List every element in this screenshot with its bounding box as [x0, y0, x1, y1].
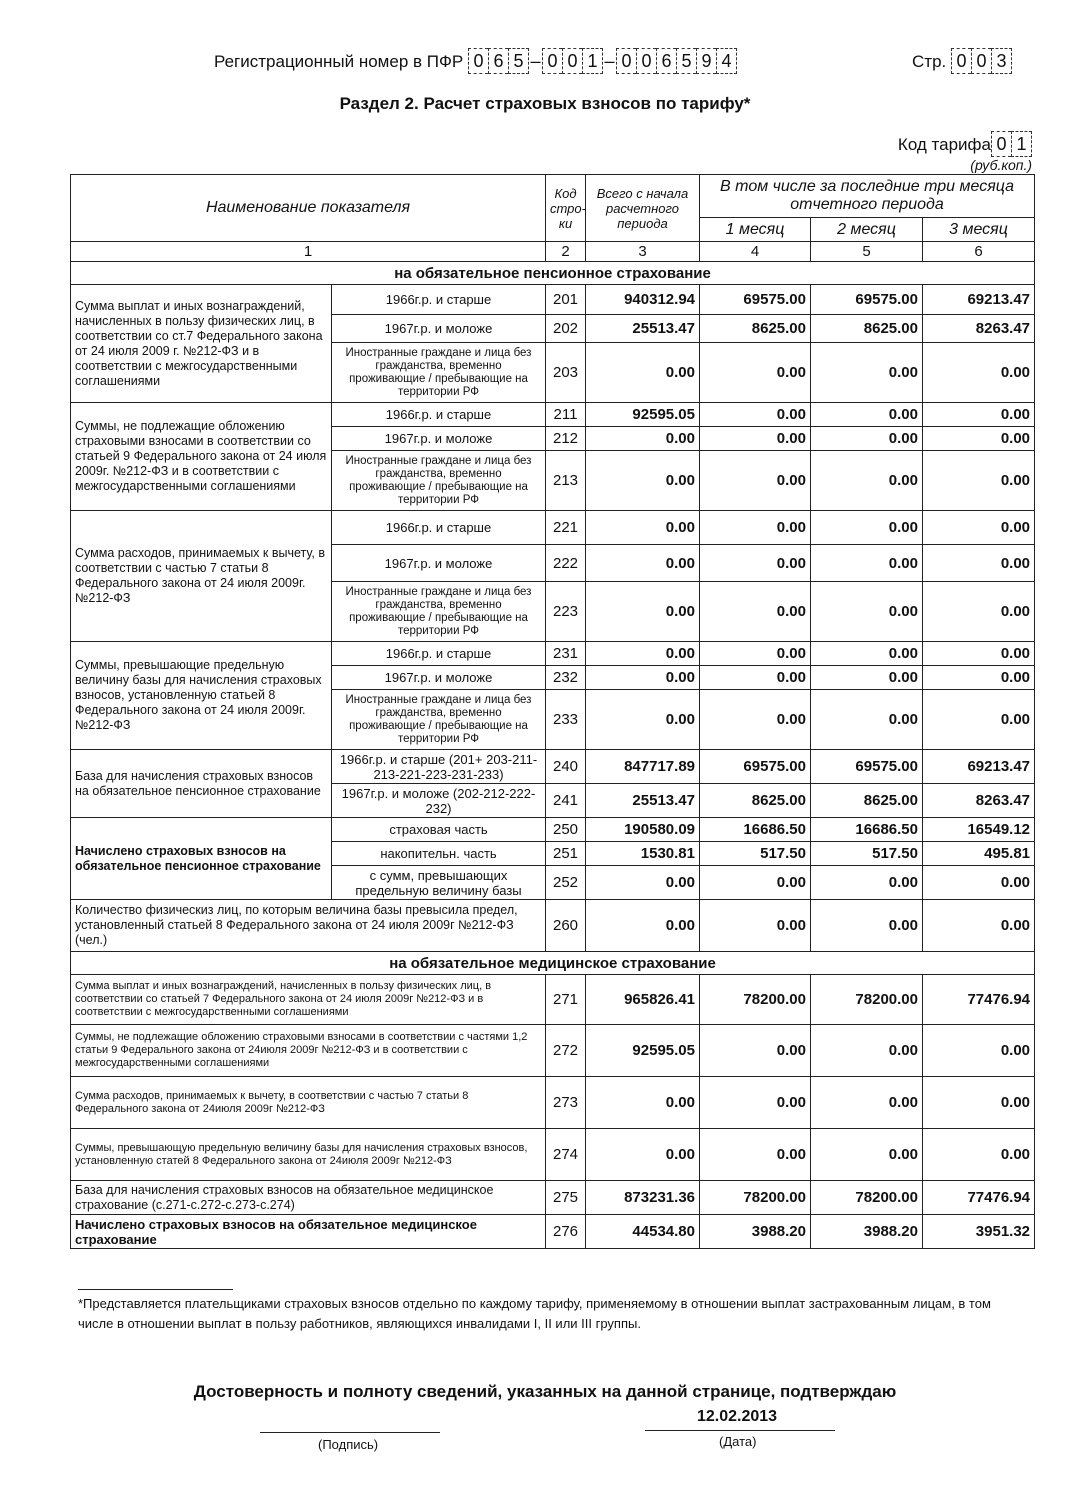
reg-number-boxes — [468, 48, 529, 74]
row-name: Сумма расходов, принимаемых к вычету, в соответствии с частью 7 статьи 8 Федерального закона от 24июля 2009г №212-ФЗ — [71, 1077, 546, 1129]
row-name: Суммы, не подлежащие обложению страховыми взносами в соответствии с частями 1,2 статьи 9 Федерального закона от 24июля 2009г №212-ФЗ и в соответствии с межгосударственными соглашениями — [71, 1025, 546, 1077]
col-header-month1: 1 месяц — [700, 218, 811, 242]
row-group-name: Сумма расходов, принимаемых к вычету, в соответствии с частью 7 статьи 8 Федерального закона от 24 июля 2009г. №212-ФЗ — [71, 511, 332, 642]
table-row — [71, 975, 1035, 1025]
row-code: 203 — [546, 343, 586, 403]
value-month1: 78200.00 — [700, 975, 811, 1025]
row-subcategory: накопительн. часть — [332, 842, 546, 866]
row-code: 222 — [546, 545, 586, 582]
footnote: *Представляется плательщиками страховых взносов отдельно по каждому тарифу, применяемому в отношении выплат застрахованным лицам, в том числе в отношении выплат в пользу работников, являющихся инвалидами I, II или III группы. — [78, 1296, 991, 1331]
value-month2: 0.00 — [811, 642, 923, 666]
row-code: 260 — [546, 900, 586, 952]
footnote-divider — [78, 1289, 233, 1290]
value-month2: 0.00 — [811, 511, 923, 545]
value-month3: 0.00 — [923, 642, 1035, 666]
reg-label: Регистрационный номер в ПФР — [214, 52, 464, 71]
value-month3: 77476.94 — [923, 1181, 1035, 1215]
reg-digit: 0 — [542, 48, 562, 74]
row-code: 213 — [546, 451, 586, 511]
value-month3: 0.00 — [923, 690, 1035, 750]
row-code: 232 — [546, 666, 586, 690]
row-group-name: Сумма выплат и иных вознаграждений, начисленных в пользу физических лиц, в соответствии со ст.7 Федерального закона от 24 июля 2009 г. №212-ФЗ и в соответствии с межгосударственными соглашениями — [71, 285, 332, 403]
value-month1: 0.00 — [700, 666, 811, 690]
reg-digit: 0 — [636, 48, 656, 74]
value-total: 847717.89 — [586, 750, 700, 784]
row-name: Сумма выплат и иных вознаграждений, начисленных в пользу физических лиц, в соответствии со статьей 7 Федерального закона от 24 июля 2009г №212-ФЗ и в соответствии с межгосударственными соглашениями — [71, 975, 546, 1025]
section-heading-medical: на обязательное медицинское страхование — [71, 952, 1035, 975]
value-month3: 0.00 — [923, 451, 1035, 511]
row-code: 211 — [546, 403, 586, 427]
value-month3: 16549.12 — [923, 818, 1035, 842]
value-month2: 0.00 — [811, 1077, 923, 1129]
page-digit: 0 — [971, 48, 991, 74]
reg-digit: 6 — [488, 48, 508, 74]
value-month3: 495.81 — [923, 842, 1035, 866]
value-month2: 16686.50 — [811, 818, 923, 842]
reg-digit: 5 — [676, 48, 696, 74]
value-total: 92595.05 — [586, 403, 700, 427]
row-subcategory: страховая часть — [332, 818, 546, 842]
value-month3: 0.00 — [923, 666, 1035, 690]
section-heading-pension: на обязательное пенсионное страхование — [71, 262, 1035, 285]
value-month3: 69213.47 — [923, 285, 1035, 315]
row-code: 273 — [546, 1077, 586, 1129]
value-total: 0.00 — [586, 545, 700, 582]
value-month2: 0.00 — [811, 666, 923, 690]
value-month2: 0.00 — [811, 690, 923, 750]
table-row — [71, 1181, 1035, 1215]
value-total: 92595.05 — [586, 1025, 700, 1077]
table-row — [71, 285, 1035, 315]
row-subcategory: 1966г.р. и старше — [332, 642, 546, 666]
reg-digit: 0 — [562, 48, 582, 74]
date-caption: (Дата) — [719, 1434, 757, 1449]
row-group-name: База для начисления страховых взносов на обязательное пенсионное страхование — [71, 750, 332, 818]
value-month1: 0.00 — [700, 427, 811, 451]
value-month3: 0.00 — [923, 343, 1035, 403]
value-month3: 0.00 — [923, 427, 1035, 451]
value-total: 0.00 — [586, 451, 700, 511]
row-group-name: Начислено страховых взносов на обязательное пенсионное страхование — [71, 818, 332, 900]
reg-digit: 0 — [468, 48, 488, 74]
row-name: Суммы, превышающую предельную величину базы для начисления страховых взносов, установленную статей 8 Федерального закона от 24июля 2009г №212-ФЗ — [71, 1129, 546, 1181]
value-month1: 78200.00 — [700, 1181, 811, 1215]
row-subcategory: 1966г.р. и старше — [332, 511, 546, 545]
value-month1: 517.50 — [700, 842, 811, 866]
value-total: 0.00 — [586, 900, 700, 952]
value-total: 44534.80 — [586, 1215, 700, 1249]
row-code: 240 — [546, 750, 586, 784]
value-month2: 78200.00 — [811, 975, 923, 1025]
row-group-name: Суммы, не подлежащие обложению страховыми взносами в соответствии со статьей 9 Федерального закона от 24 июля 2009г. №212-ФЗ и в соответствии с межгосударственными соглашениями — [71, 403, 332, 511]
value-month2: 8625.00 — [811, 315, 923, 343]
value-month3: 0.00 — [923, 582, 1035, 642]
value-month2: 0.00 — [811, 582, 923, 642]
value-month3: 0.00 — [923, 403, 1035, 427]
row-code: 231 — [546, 642, 586, 666]
row-subcategory: 1967г.р. и моложе (202-212-222-232) — [332, 784, 546, 818]
value-month1: 0.00 — [700, 1025, 811, 1077]
page-digit: 0 — [951, 48, 971, 74]
tariff-boxes — [991, 131, 1032, 157]
table-row — [71, 1215, 1035, 1249]
value-month3: 8263.47 — [923, 784, 1035, 818]
value-month2: 69575.00 — [811, 750, 923, 784]
date-line — [645, 1430, 835, 1431]
confirmation-date: 12.02.2013 — [697, 1408, 778, 1425]
value-month2: 0.00 — [811, 1025, 923, 1077]
table-row — [71, 403, 1035, 427]
reg-digit: 0 — [616, 48, 636, 74]
tariff-label: Код тарифа — [897, 135, 991, 154]
row-subcategory: 1967г.р. и моложе — [332, 545, 546, 582]
value-month1: 69575.00 — [700, 750, 811, 784]
reg-dash: – — [530, 51, 541, 71]
table-row — [71, 900, 1035, 952]
value-month3: 8263.47 — [923, 315, 1035, 343]
value-total: 873231.36 — [586, 1181, 700, 1215]
value-month2: 0.00 — [811, 900, 923, 952]
row-code: 271 — [546, 975, 586, 1025]
row-subcategory: 1967г.р. и моложе — [332, 666, 546, 690]
value-total: 25513.47 — [586, 315, 700, 343]
value-month1: 0.00 — [700, 642, 811, 666]
value-month2: 69575.00 — [811, 285, 923, 315]
page-title: Раздел 2. Расчет страховых взносов по тарифу* — [339, 94, 751, 113]
currency-unit: (руб.коп.) — [970, 157, 1032, 173]
value-month2: 0.00 — [811, 866, 923, 900]
value-total: 1530.81 — [586, 842, 700, 866]
value-month3: 0.00 — [923, 511, 1035, 545]
value-month1: 0.00 — [700, 866, 811, 900]
value-month1: 3988.20 — [700, 1215, 811, 1249]
reg-digit: 4 — [716, 48, 737, 74]
col-header-name: Наименование показателя — [71, 175, 546, 242]
value-month1: 0.00 — [700, 451, 811, 511]
value-total: 0.00 — [586, 666, 700, 690]
value-month3: 77476.94 — [923, 975, 1035, 1025]
col-header-month2: 2 месяц — [811, 218, 923, 242]
row-name: Начислено страховых взносов на обязательное медицинское страхование — [71, 1215, 546, 1249]
value-month2: 0.00 — [811, 403, 923, 427]
row-code: 275 — [546, 1181, 586, 1215]
reg-digit: 9 — [696, 48, 716, 74]
row-code: 274 — [546, 1129, 586, 1181]
page-digit: 3 — [991, 48, 1012, 74]
value-month1: 8625.00 — [700, 315, 811, 343]
value-month3: 0.00 — [923, 1025, 1035, 1077]
value-month2: 78200.00 — [811, 1181, 923, 1215]
value-month1: 8625.00 — [700, 784, 811, 818]
value-month1: 0.00 — [700, 690, 811, 750]
value-month1: 0.00 — [700, 403, 811, 427]
row-subcategory: 1966г.р. и старше — [332, 403, 546, 427]
value-month3: 69213.47 — [923, 750, 1035, 784]
row-code: 272 — [546, 1025, 586, 1077]
value-total: 940312.94 — [586, 285, 700, 315]
value-month3: 0.00 — [923, 866, 1035, 900]
row-code: 241 — [546, 784, 586, 818]
page-number — [912, 48, 1012, 74]
value-month3: 3951.32 — [923, 1215, 1035, 1249]
column-numbers-row — [71, 242, 1035, 262]
row-code: 201 — [546, 285, 586, 315]
value-month2: 0.00 — [811, 451, 923, 511]
value-total: 0.00 — [586, 427, 700, 451]
value-month1: 0.00 — [700, 1129, 811, 1181]
page-label: Стр. — [912, 52, 947, 71]
row-code: 212 — [546, 427, 586, 451]
value-total: 0.00 — [586, 642, 700, 666]
col-header-months: В том числе за последние три месяца отчетного периода — [700, 175, 1035, 218]
row-subcategory: Иностранные граждане и лица без гражданства, временно проживающие / пребывающие на территории РФ — [332, 690, 546, 750]
signature-line — [260, 1432, 440, 1433]
value-month3: 0.00 — [923, 1129, 1035, 1181]
table-row — [71, 750, 1035, 784]
col-header-month3: 3 месяц — [923, 218, 1035, 242]
reg-number-boxes — [542, 48, 603, 74]
table-row — [71, 818, 1035, 842]
reg-number-boxes — [616, 48, 737, 74]
table-row — [71, 511, 1035, 545]
row-subcategory: 1966г.р. и старше (201+ 203-211-213-221-223-231-233) — [332, 750, 546, 784]
tariff-digit: 1 — [1011, 131, 1032, 157]
tariff-code — [898, 131, 1032, 157]
calculation-table — [70, 174, 1035, 1249]
value-total: 0.00 — [586, 582, 700, 642]
row-group-name: Суммы, превышающие предельную величину базы для начисления страховых взносов, установленную статьей 8 Федерального закона от 24 июля 2009г.№212-ФЗ — [71, 642, 332, 750]
signature-caption: (Подпись) — [318, 1437, 379, 1452]
row-name: Количество физическиз лиц, по которым величина базы превысила предел, установленный статьей 8 Федерального закона от 24 июля 2009г №212-ФЗ (чел.) — [71, 900, 546, 952]
value-month1: 0.00 — [700, 582, 811, 642]
col-header-total: Всего с начала расчетного периода — [586, 175, 700, 242]
row-code: 276 — [546, 1215, 586, 1249]
col-number: 2 — [546, 242, 586, 262]
value-month1: 0.00 — [700, 511, 811, 545]
row-subcategory: с сумм, превышающих предельную величину базы — [332, 866, 546, 900]
reg-dash: – — [604, 51, 615, 71]
row-code: 221 — [546, 511, 586, 545]
value-month1: 0.00 — [700, 900, 811, 952]
value-month2: 0.00 — [811, 343, 923, 403]
value-month1: 0.00 — [700, 1077, 811, 1129]
value-month3: 0.00 — [923, 545, 1035, 582]
value-total: 0.00 — [586, 343, 700, 403]
row-subcategory: Иностранные граждане и лица без гражданства, временно проживающие / пребывающие на территории РФ — [332, 582, 546, 642]
col-number: 3 — [586, 242, 700, 262]
value-total: 0.00 — [586, 1129, 700, 1181]
row-code: 202 — [546, 315, 586, 343]
row-code: 251 — [546, 842, 586, 866]
col-header-code: Код стро-ки — [546, 175, 586, 242]
value-total: 0.00 — [586, 690, 700, 750]
row-name: База для начисления страховых взносов на обязательное медицинское страхование (с.271-с.272-с.273-с.274) — [71, 1181, 546, 1215]
row-subcategory: 1967г.р. и моложе — [332, 427, 546, 451]
value-month1: 0.00 — [700, 545, 811, 582]
value-month1: 16686.50 — [700, 818, 811, 842]
page-number-boxes — [951, 48, 1012, 74]
table-row — [71, 642, 1035, 666]
reg-digit: 6 — [656, 48, 676, 74]
row-code: 252 — [546, 866, 586, 900]
value-total: 0.00 — [586, 511, 700, 545]
row-subcategory: Иностранные граждане и лица без гражданства, временно проживающие / пребывающие на территории РФ — [332, 343, 546, 403]
row-subcategory: 1967г.р. и моложе — [332, 315, 546, 343]
value-month2: 0.00 — [811, 545, 923, 582]
row-subcategory: 1966г.р. и старше — [332, 285, 546, 315]
value-month1: 69575.00 — [700, 285, 811, 315]
table-row — [71, 1077, 1035, 1129]
reg-digit: 1 — [582, 48, 603, 74]
row-code: 233 — [546, 690, 586, 750]
tariff-digit: 0 — [991, 131, 1011, 157]
value-month2: 0.00 — [811, 427, 923, 451]
value-total: 190580.09 — [586, 818, 700, 842]
value-total: 965826.41 — [586, 975, 700, 1025]
reg-digit: 5 — [508, 48, 529, 74]
registration-number — [214, 48, 737, 74]
value-month2: 0.00 — [811, 1129, 923, 1181]
col-number: 5 — [811, 242, 923, 262]
value-month1: 0.00 — [700, 343, 811, 403]
value-month2: 3988.20 — [811, 1215, 923, 1249]
col-number: 4 — [700, 242, 811, 262]
value-total: 25513.47 — [586, 784, 700, 818]
col-number: 1 — [71, 242, 546, 262]
value-month3: 0.00 — [923, 1077, 1035, 1129]
value-month2: 517.50 — [811, 842, 923, 866]
confirmation-statement: Достоверность и полноту сведений, указанных на данной странице, подтверждаю — [193, 1382, 897, 1401]
table-row — [71, 1025, 1035, 1077]
value-total: 0.00 — [586, 866, 700, 900]
row-code: 223 — [546, 582, 586, 642]
row-code: 250 — [546, 818, 586, 842]
value-month2: 8625.00 — [811, 784, 923, 818]
value-month3: 0.00 — [923, 900, 1035, 952]
value-total: 0.00 — [586, 1077, 700, 1129]
row-subcategory: Иностранные граждане и лица без гражданства, временно проживающие / пребывающие на территории РФ — [332, 451, 546, 511]
table-row — [71, 1129, 1035, 1181]
col-number: 6 — [923, 242, 1035, 262]
